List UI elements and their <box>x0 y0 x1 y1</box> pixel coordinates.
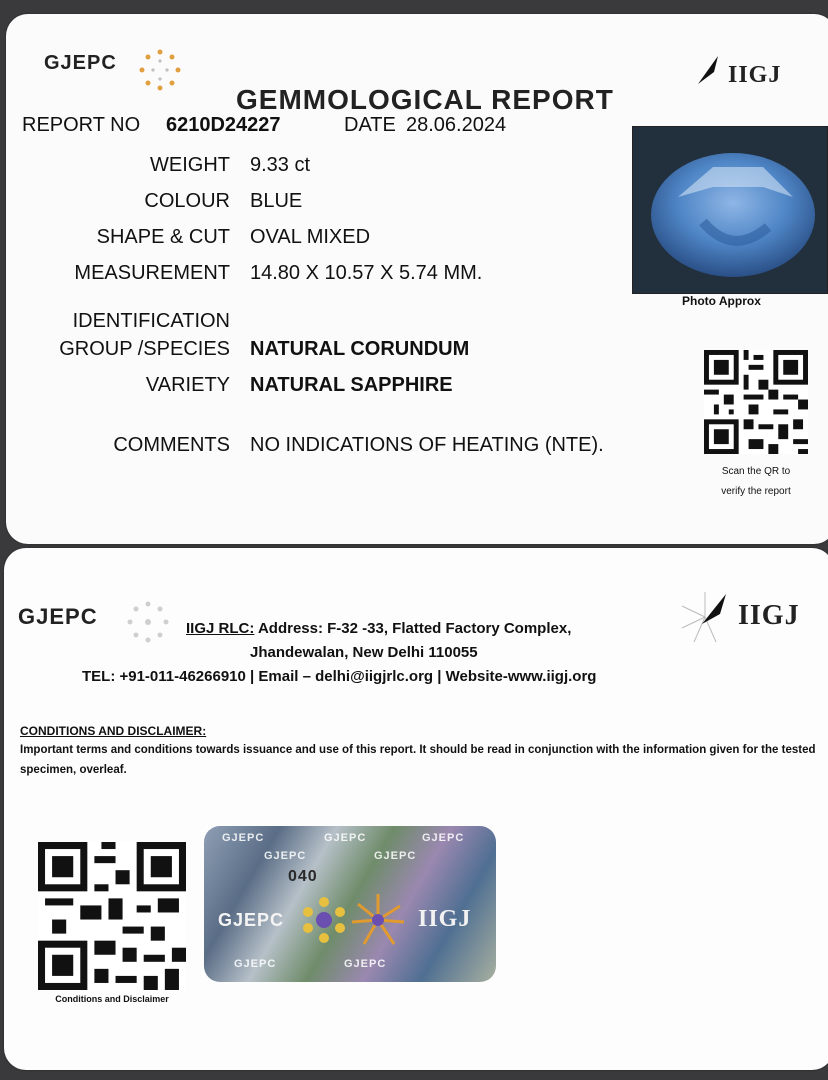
shape-cut-label: SHAPE & CUT <box>96 226 230 248</box>
hologram-text-row-1b: GJEPC <box>324 832 367 844</box>
qr-caption-line-1: Scan the QR to <box>721 466 791 477</box>
gjepc-logo-text: GJEPC <box>44 52 117 74</box>
weight-label: WEIGHT <box>150 154 230 176</box>
iigj-arrow-icon <box>676 588 734 646</box>
date-label: DATE <box>344 114 396 136</box>
address-line-2: Jhandewalan, New Delhi 110055 <box>250 644 478 661</box>
weight-value: 9.33 ct <box>250 154 311 176</box>
gjepc-logo-text-back: GJEPC <box>18 604 98 629</box>
gjepc-rosette-icon <box>122 596 174 648</box>
address-line-1 <box>186 620 571 637</box>
variety-value: NATURAL SAPPHIRE <box>250 374 453 396</box>
hologram-text-row-2b: GJEPC <box>374 850 417 862</box>
hologram-text-row-2: GJEPC <box>264 850 307 862</box>
report-title: GEMMOLOGICAL REPORT <box>236 84 614 115</box>
colour-label: COLOUR <box>144 190 230 212</box>
comments-label: COMMENTS <box>113 434 230 456</box>
qr-code-icon[interactable] <box>38 842 186 990</box>
date-value: 28.06.2024 <box>406 114 507 136</box>
hologram-sunburst-icon <box>350 892 406 948</box>
shape-cut-value: OVAL MIXED <box>250 226 371 248</box>
variety-label: VARIETY <box>145 374 230 396</box>
report-no-label: REPORT NO <box>22 114 141 136</box>
gjepc-rosette-icon <box>134 44 186 96</box>
photo-caption: Photo Approx <box>682 294 761 308</box>
report-no-value: 6210D24227 <box>166 114 281 136</box>
address-text-1: Address: F-32 -33, Flatted Factory Complex, <box>254 620 572 637</box>
address-prefix: IIGJ RLC: <box>186 620 255 637</box>
measurement-label: MEASUREMENT <box>74 262 230 284</box>
hologram-text-row-3b: GJEPC <box>344 958 387 970</box>
qr-code-icon[interactable] <box>704 350 808 454</box>
hologram-iigj-logo: IIGJ <box>418 906 472 932</box>
hologram-text-row-3: GJEPC <box>234 958 277 970</box>
gemstone-photo <box>632 126 828 294</box>
hologram-text-row-1c: GJEPC <box>422 832 465 844</box>
conditions-qr-caption: Conditions and Disclaimer <box>55 994 169 1004</box>
contact-line: TEL: +91-011-46266910 | Email – delhi@iigjrlc.org | Website-www.iigj.org <box>82 668 597 685</box>
hologram-flower-icon <box>300 896 348 944</box>
iigj-logo-text-back: IIGJ <box>738 600 800 631</box>
comments-value: NO INDICATIONS OF HEATING (NTE). <box>250 434 604 456</box>
iigj-logo-text: IIGJ <box>728 62 782 88</box>
report-front-card <box>6 14 828 544</box>
hologram-gjepc-logo: GJEPC <box>218 910 285 930</box>
report-back-card <box>4 548 828 1070</box>
measurement-value: 14.80 X 10.57 X 5.74 MM. <box>250 262 483 284</box>
conditions-text: Important terms and conditions towards issuance and use of this report. It should be read in conjunction with the information given for the tested specimen, overleaf. <box>20 744 816 776</box>
colour-value: BLUE <box>250 190 303 212</box>
qr-caption-line-2: verify the report <box>721 486 791 497</box>
group-species-value: NATURAL CORUNDUM <box>250 338 470 360</box>
hologram-text-row-1: GJEPC <box>222 832 265 844</box>
hologram-seal-icon <box>204 826 496 982</box>
iigj-arrow-icon <box>696 54 722 88</box>
conditions-heading: CONDITIONS AND DISCLAIMER: <box>20 724 207 738</box>
identification-label: IDENTIFICATION <box>72 310 230 332</box>
hologram-number: 040 <box>288 868 318 885</box>
group-species-label: GROUP /SPECIES <box>59 338 230 360</box>
